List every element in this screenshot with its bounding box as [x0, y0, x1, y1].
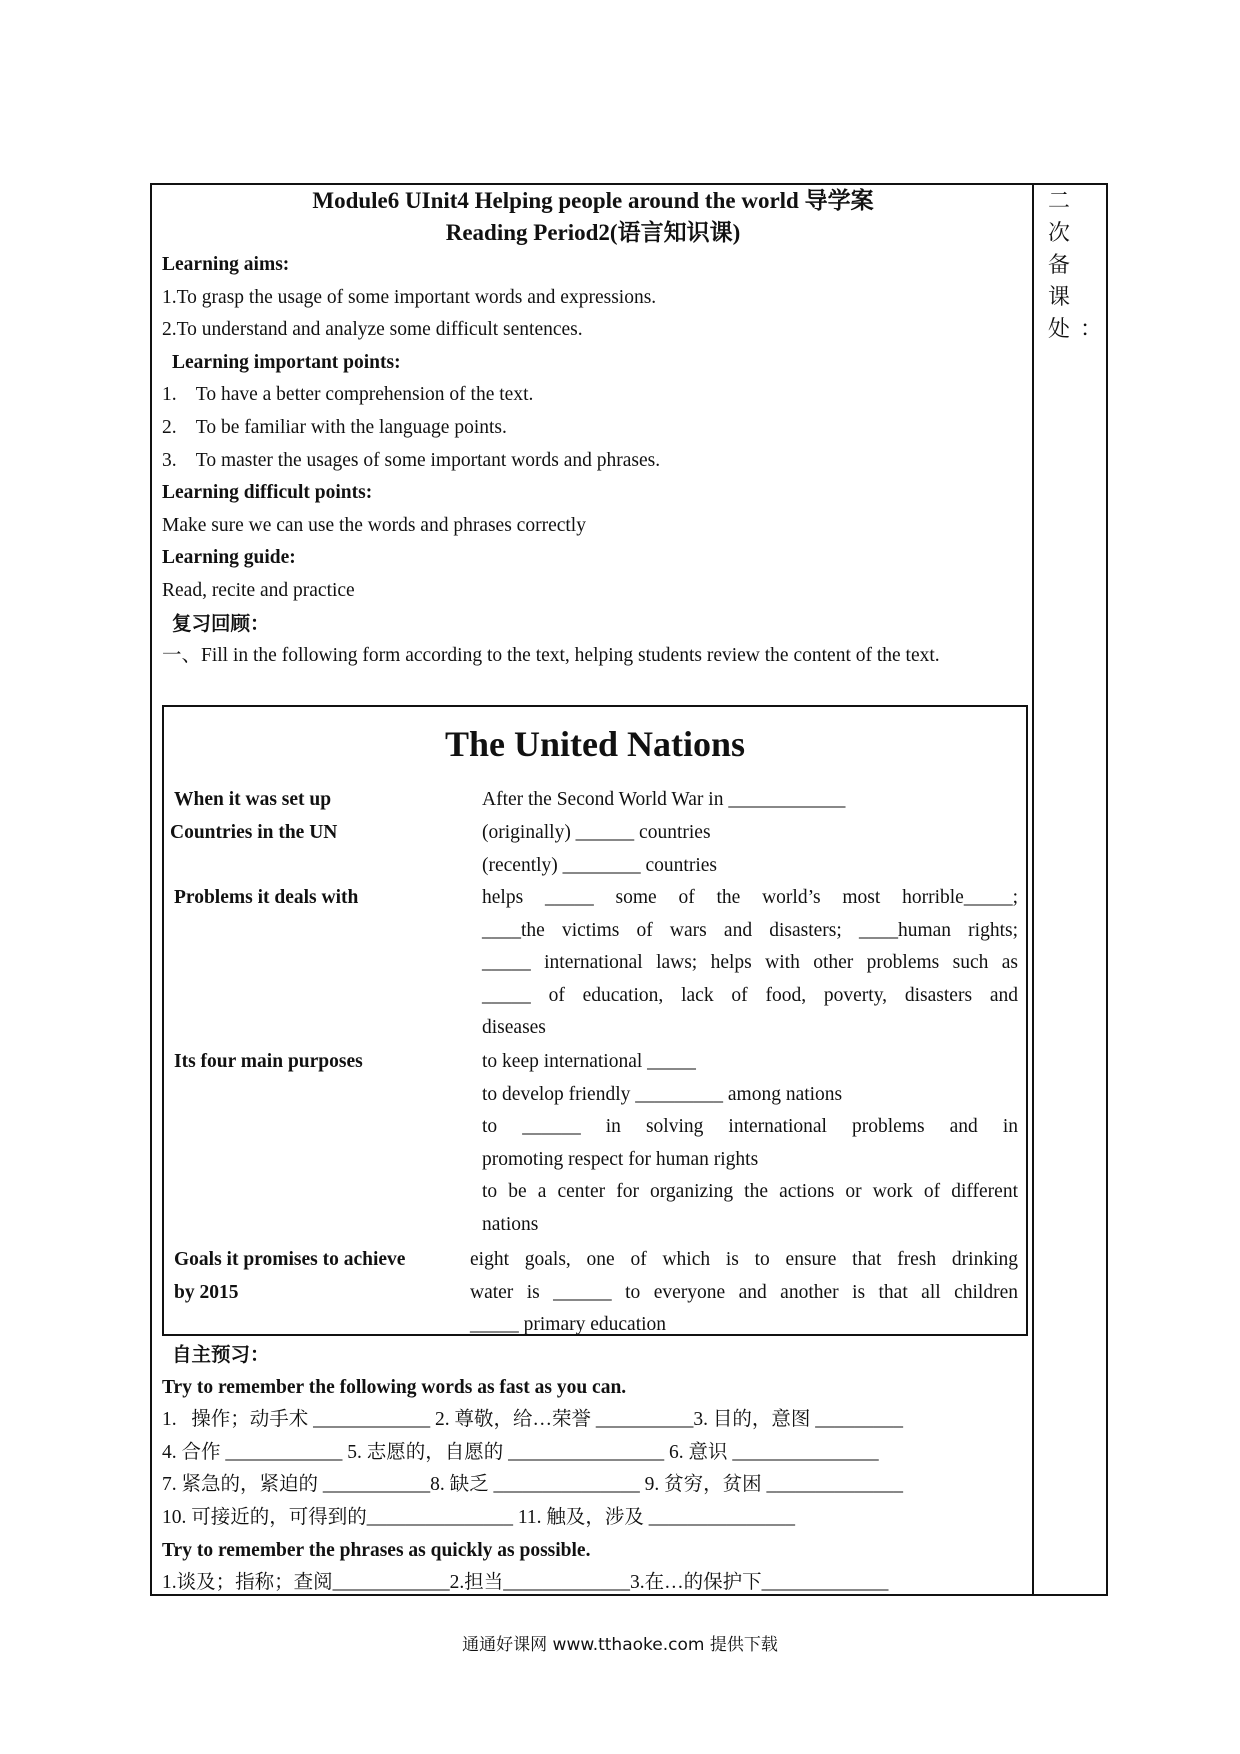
- un-row-label: Its four main purposes: [174, 1051, 363, 1072]
- un-table-title: The United Nations: [444, 724, 746, 764]
- un-row-line: ____the victims of wars and disasters; ____human rights;: [482, 919, 1018, 941]
- un-row-line: nations: [482, 1213, 539, 1235]
- aims-heading: Learning aims:: [162, 254, 290, 275]
- un-row-line: After the Second World War in ____________: [482, 789, 846, 810]
- un-row-line: water is ______ to everyone and another is that all children: [470, 1281, 1018, 1303]
- un-row-label: Problems it deals with: [174, 887, 359, 908]
- un-row-line: to ______ in solving international problems and in: [482, 1116, 1018, 1138]
- guide-text: Read, recite and practice: [162, 579, 355, 601]
- important-point-item: 1. To have a better comprehension of the text.: [162, 384, 534, 406]
- aims-item: 1.To grasp the usage of some important words and expressions.: [162, 286, 657, 308]
- margin-note: 二次备课处：: [1048, 189, 1113, 342]
- un-row-label-line: by 2015: [174, 1281, 239, 1303]
- un-row-line: _____ international laws; helps with other problems such as: [482, 952, 1018, 974]
- un-row-line: eight goals, one of which is to ensure that fresh drinking: [470, 1249, 1018, 1270]
- un-row-label: Countries in the UN: [170, 822, 338, 843]
- page-footer: 通通好课网 www.tthaoke.com 提供下载: [462, 1635, 778, 1655]
- phrase-line: 1.谈及；指称；查阅____________2.担当_____________3.在…的保护下_____________: [162, 1572, 889, 1594]
- guide-heading: Learning guide:: [162, 547, 296, 569]
- un-row-line: _____ primary education: [470, 1314, 667, 1336]
- un-row-text: [470, 1244, 1018, 1342]
- title-line-2: Reading Period2(语言知识课): [445, 220, 741, 245]
- worksheet-content: [162, 185, 1024, 673]
- un-row-text: [482, 817, 1018, 882]
- word-line: 7. 紧急的，紧迫的 ___________8. 缺乏 _______________ 9. 贫穷，贫困 ______________: [162, 1474, 904, 1496]
- word-line: 10. 可接近的，可得到的_______________ 11. 触及，涉及 _______________: [162, 1506, 796, 1528]
- difficult-points-heading: Learning difficult points:: [162, 482, 373, 504]
- review-instruction: 一、Fill in the following form according to the text, helping students review the content of the text.: [162, 645, 940, 667]
- preview-heading: 自主预习：: [172, 1343, 270, 1366]
- word-line: 4. 合作 ____________ 5. 志愿的，自愿的 ________________ 6. 意识 _______________: [162, 1441, 879, 1463]
- preview-section: [162, 1339, 1024, 1600]
- difficult-points-text: Make sure we can use the words and phrases correctly: [162, 514, 586, 536]
- un-row-label: When it was set up: [174, 789, 332, 810]
- un-row-line: to develop friendly _________ among nations: [482, 1083, 843, 1105]
- un-row-line: helps _____ some of the world’s most horrible_____;: [482, 887, 1018, 908]
- un-row-line: to keep international _____: [482, 1051, 696, 1072]
- word-line: 1. 操作；动手术 ____________ 2. 尊敬，给…荣誉 __________3. 目的，意图 _________: [162, 1409, 904, 1431]
- title-line-1: Module6 UInit4 Helping people around the world 导学案: [312, 188, 874, 213]
- important-point-item: 2. To be familiar with the language points.: [162, 416, 507, 438]
- un-table: [162, 705, 1028, 1336]
- un-row-line: (recently) ________ countries: [482, 854, 718, 876]
- un-row-line: _____ of education, lack of food, poverty, disasters and: [482, 984, 1018, 1006]
- un-row-label: [174, 1244, 444, 1309]
- un-row-line: diseases: [482, 1017, 546, 1039]
- un-row-line: promoting respect for human rights: [482, 1148, 759, 1170]
- phrases-instruction: Try to remember the phrases as quickly as possible.: [162, 1539, 591, 1561]
- margin-divider: [1032, 183, 1034, 1596]
- un-row-line: (originally) ______ countries: [482, 822, 711, 843]
- important-point-item: 3. To master the usages of some important words and phrases.: [162, 449, 661, 471]
- important-points-heading: Learning important points:: [172, 351, 401, 373]
- un-row-text: [482, 784, 1018, 817]
- review-heading: 复习回顾：: [172, 611, 270, 635]
- words-instruction: Try to remember the following words as fast as you can.: [162, 1376, 627, 1398]
- un-row-text: [482, 882, 1018, 1045]
- aims-item: 2.To understand and analyze some difficult sentences.: [162, 319, 583, 341]
- un-row-line: to be a center for organizing the actions or work of different: [482, 1181, 1018, 1203]
- un-row-label-line: Goals it promises to achieve: [174, 1249, 406, 1270]
- un-row-text: [482, 1046, 1018, 1242]
